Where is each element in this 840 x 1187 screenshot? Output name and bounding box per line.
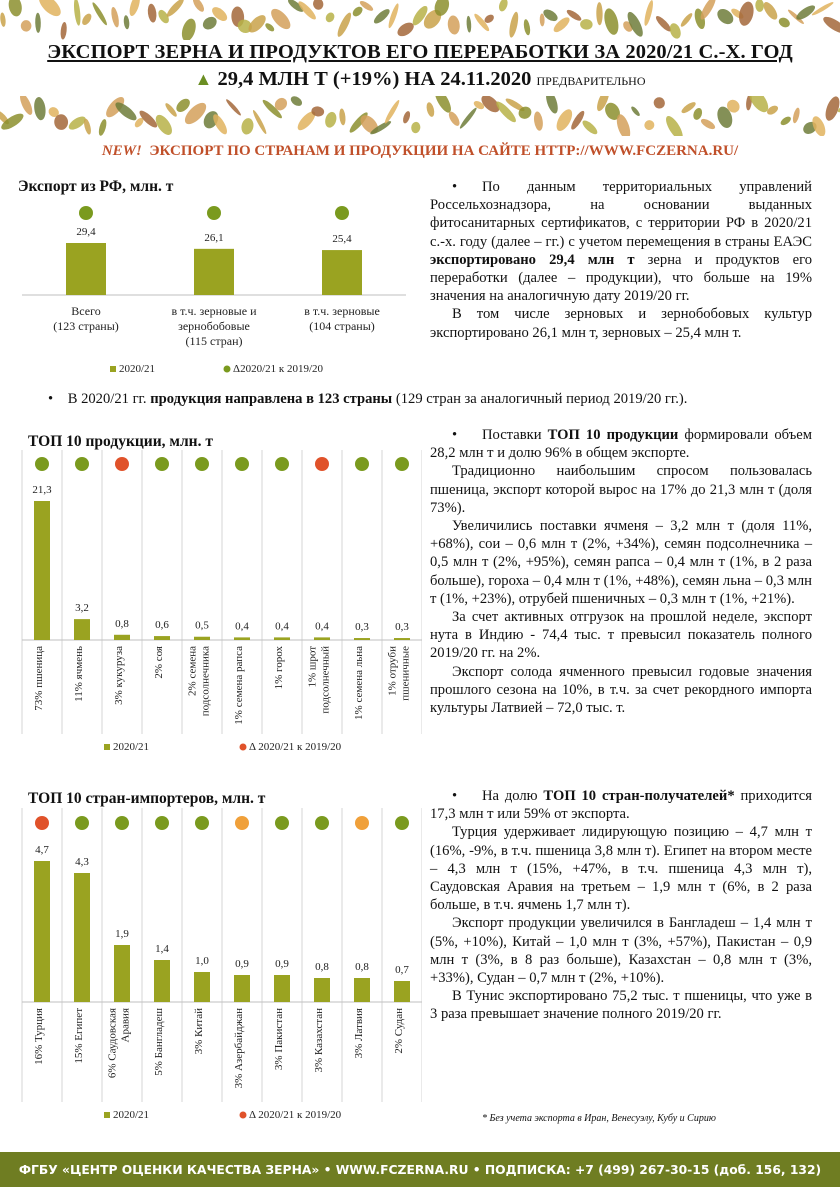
leaf-decoration xyxy=(372,7,392,26)
page-title: ЭКСПОРТ ЗЕРНА И ПРОДУКТОВ ЕГО ПЕРЕРАБОТКИ ЗА 2020/21 С.-Х. ГОД xyxy=(47,41,793,63)
change-dot xyxy=(395,816,409,830)
change-dot xyxy=(195,457,209,471)
bar xyxy=(354,978,370,1002)
leaf-decoration xyxy=(642,118,656,132)
paragraph xyxy=(430,178,812,305)
change-dot xyxy=(75,457,89,471)
bullet: • xyxy=(452,427,458,443)
category-label: 2% Судан xyxy=(393,1008,405,1054)
leaf-decoration xyxy=(761,0,780,22)
leaf-decoration xyxy=(18,96,35,116)
category-label: 73% пшеница xyxy=(33,646,45,711)
text: Традиционно наибольшим спросом пользовалась пшеница, экспорт которой вырос на 17% до 21,3 млн т (доля 73%). xyxy=(430,463,812,516)
bar xyxy=(154,960,170,1002)
change-dot xyxy=(335,206,349,220)
leaf-decoration xyxy=(387,3,401,29)
leaf-decoration xyxy=(127,0,141,17)
legend-dot-swatch xyxy=(240,1112,247,1119)
change-dot xyxy=(315,816,329,830)
leaf-decoration xyxy=(351,5,364,18)
legend-bar-label: 2020/21 xyxy=(113,741,150,753)
bar xyxy=(234,975,250,1002)
leaf-decoration xyxy=(792,107,801,124)
leaf-decoration xyxy=(823,96,840,123)
legend-dot-label: Δ 2020/21 к 2019/20 xyxy=(249,1109,342,1121)
subtitle-value: 29,4 МЛН Т (+19%) НА 24.11.2020 xyxy=(217,68,532,90)
bar xyxy=(194,972,210,1002)
data-label: 0,4 xyxy=(235,620,249,633)
countries-line-suffix: (129 стран за аналогичный период 2019/20 гг.). xyxy=(392,391,688,407)
leaf-decoration xyxy=(663,114,686,136)
paragraph xyxy=(430,914,812,987)
leaf-decoration xyxy=(123,15,130,30)
bar xyxy=(234,637,250,640)
category-label: подсолнечника xyxy=(199,646,212,717)
leaf-decoration xyxy=(779,115,792,127)
leaf-decoration xyxy=(323,111,338,129)
leaf-decoration xyxy=(147,3,158,23)
footnote: * Без учета экспорта в Иран, Венесуэлу, Кубу и Сирию xyxy=(482,1113,716,1124)
legend-dot-label: Δ2020/21 к 2019/20 xyxy=(233,363,324,375)
data-label: 1,4 xyxy=(155,943,169,955)
leaf-decoration xyxy=(580,118,599,136)
bar xyxy=(194,637,210,640)
category-label: 2% семена xyxy=(186,646,199,696)
category-label: 1% горох xyxy=(273,646,285,690)
leaf-decoration xyxy=(60,22,68,40)
bar xyxy=(394,638,410,640)
site-notice[interactable] xyxy=(0,143,840,160)
bar xyxy=(322,250,362,295)
leaf-decoration xyxy=(91,1,109,26)
bold-text: экспортировано 29,4 млн т xyxy=(430,251,635,268)
countries-chart xyxy=(18,806,422,1126)
legend-bar-swatch xyxy=(104,1112,110,1118)
legend-bar-label: 2020/21 xyxy=(113,1109,150,1121)
products-description xyxy=(430,426,812,717)
category-label: (123 страны) xyxy=(53,319,119,333)
leaf-decoration xyxy=(383,99,401,125)
category-label: 3% Латвия xyxy=(353,1008,365,1059)
paragraph xyxy=(430,608,812,663)
bold-text: ТОП 10 стран-получателей* xyxy=(543,788,735,804)
countries-description xyxy=(430,787,812,1024)
text: Увеличились поставки ячменя – 3,2 млн т (доля 11%, +68%), сои – 0,6 млн т (2%, +34%), семян подсолнечника – 0,5 млн т (2%, +95%), семян рапса – 0,4 млн т (1%, в 2 раза больше), гороха – 0,4 млн т (1%, +48%), семян льна – 0,3 млн т (1%, +23%), отрубей пшеничных – 0,3 млн т (1%, +21%). xyxy=(430,518,812,607)
countries-count-line xyxy=(48,391,687,408)
legend-dot-swatch xyxy=(224,366,231,373)
footer-text[interactable]: ФГБУ «ЦЕНТР ОЦЕНКИ КАЧЕСТВА ЗЕРНА» • WWW.FCZERNA.RU • ПОДПИСКА: +7 (499) 267-30-15 (доб. 156, 132) xyxy=(18,1162,822,1177)
leaf-decoration xyxy=(335,11,353,38)
export-chart-title: Экспорт из РФ, млн. т xyxy=(18,178,174,195)
leaf-decoration xyxy=(737,0,756,27)
bar xyxy=(34,861,50,1002)
leaf-decoration xyxy=(73,0,82,26)
legend-bar-swatch xyxy=(104,744,110,750)
data-label: 0,8 xyxy=(315,961,329,973)
data-label: 1,9 xyxy=(115,928,129,940)
countries-line-bold: продукция направлена в 123 страны xyxy=(150,391,393,407)
bar xyxy=(314,637,330,640)
footer-bar[interactable] xyxy=(0,1152,840,1187)
paragraph xyxy=(430,426,812,462)
legend-dot-label: Δ 2020/21 к 2019/20 xyxy=(249,741,342,753)
data-label: 21,3 xyxy=(32,484,52,496)
legend-bar-swatch xyxy=(110,366,116,372)
data-label: 0,3 xyxy=(355,621,369,634)
bullet: • xyxy=(452,788,458,804)
bar xyxy=(314,978,330,1002)
leaf-decoration xyxy=(0,12,6,27)
leaf-decoration xyxy=(80,12,93,27)
products-chart xyxy=(18,448,422,760)
leaf-decoration xyxy=(251,109,268,135)
text: На долю xyxy=(482,788,544,804)
change-dot xyxy=(395,457,409,471)
data-label: 0,9 xyxy=(235,958,249,970)
leaf-decoration xyxy=(602,7,621,36)
bar xyxy=(66,243,106,295)
bar xyxy=(34,501,50,640)
leaf-decoration xyxy=(21,20,32,31)
category-label: (104 страны) xyxy=(309,319,375,333)
change-dot xyxy=(355,457,369,471)
category-label: (115 стран) xyxy=(185,334,243,348)
category-label: 5% Бангладеш xyxy=(153,1008,165,1076)
change-dot xyxy=(315,457,329,471)
category-label: зернобобовые xyxy=(178,319,250,333)
leaf-decoration xyxy=(458,106,478,129)
leaf-decoration xyxy=(580,19,593,30)
text: В Тунис экспортировано 75,2 тыс. т пшеницы, что уже в 3 раза превышает значение полного 2019/20 гг. xyxy=(430,988,812,1023)
paragraph xyxy=(430,787,812,823)
leaf-decoration xyxy=(596,2,603,25)
data-label: 0,8 xyxy=(115,617,129,630)
change-dot xyxy=(235,816,249,830)
leaf-decoration xyxy=(544,96,560,115)
data-label: 0,6 xyxy=(155,619,169,632)
bar xyxy=(394,981,410,1002)
data-label: 0,4 xyxy=(315,620,329,633)
leaf-decoration xyxy=(425,102,435,118)
paragraph xyxy=(430,663,812,718)
category-label: 2% соя xyxy=(153,646,165,679)
leaf-decoration xyxy=(312,0,324,11)
leaf-decoration xyxy=(402,110,412,124)
leaf-decoration xyxy=(165,0,186,19)
data-label: 0,9 xyxy=(275,958,289,970)
text: формировали объем 28,2 млн т и долю 96% в общем экспорте. xyxy=(430,427,812,462)
paragraph xyxy=(430,823,812,914)
category-label: 1% шрот xyxy=(306,646,319,688)
category-label: 15% Египет xyxy=(73,1008,85,1064)
triangle-up-icon: ▲ xyxy=(194,69,213,89)
bar xyxy=(274,637,290,640)
change-dot xyxy=(207,206,221,220)
site-notice-text[interactable]: ЭКСПОРТ ПО СТРАНАМ И ПРОДУКЦИИ НА САЙТЕ HTTP://WWW.FCZERNA.RU/ xyxy=(149,143,739,159)
leaf-decoration xyxy=(630,105,641,117)
decorative-banner-top xyxy=(0,0,840,40)
text: Поставки xyxy=(482,427,548,443)
text: Турция удерживает лидирующую позицию – 4,7 млн т (16%, -9%, в т.ч. пшеница 3,8 млн т). Египет на втором месте – 4,3 млн т (15%, +47%, в т.ч. пшеница 4,3 млн т), Саудовская Аравия на третьем – 1,9 млн т (6%, в 2 раза больше, в т.ч. ячмень 1,7 млн т). xyxy=(430,824,812,914)
data-label: 0,5 xyxy=(195,619,209,632)
data-label: 26,1 xyxy=(204,231,224,244)
paragraph xyxy=(430,305,812,341)
leaf-decoration xyxy=(497,0,509,13)
change-dot xyxy=(79,206,93,220)
page-subtitle xyxy=(0,68,840,91)
leaf-decoration xyxy=(240,117,255,136)
category-label: пшеничные xyxy=(399,646,412,701)
leaf-decoration xyxy=(777,16,792,30)
change-dot xyxy=(35,457,49,471)
countries-chart-title: ТОП 10 стран-импортеров, млн. т xyxy=(28,790,266,807)
new-label: NEW! xyxy=(101,143,142,159)
leaf-decoration xyxy=(508,11,520,38)
leaf-decoration xyxy=(225,98,243,117)
change-dot xyxy=(355,816,369,830)
leaf-decoration xyxy=(97,118,108,136)
category-label: 3% кукуруза xyxy=(113,646,125,705)
leaf-decoration xyxy=(289,96,304,108)
category-label: 1% семена льна xyxy=(353,646,365,720)
bar xyxy=(74,873,90,1002)
leaf-decoration xyxy=(821,14,840,36)
leaf-decoration xyxy=(523,19,531,36)
change-dot xyxy=(115,457,129,471)
countries-line-prefix: В 2020/21 гг. xyxy=(67,391,151,407)
category-label: 1% отруби xyxy=(386,646,399,696)
bar xyxy=(274,975,290,1002)
category-label: в т.ч. зерновые и xyxy=(171,304,257,318)
text: Экспорт солода ячменного превысил годовые значения прошлого сезона на 10%, в т.ч. за счет рекордного импорта культуры Латвией – 72,0 тыс. т. xyxy=(430,663,812,717)
change-dot xyxy=(115,816,129,830)
bullet: • xyxy=(452,179,458,195)
leaf-decoration xyxy=(679,12,694,29)
leaf-decoration xyxy=(447,15,461,35)
bar xyxy=(114,945,130,1002)
export-chart xyxy=(14,195,414,380)
leaf-decoration xyxy=(33,96,47,121)
subtitle-note: ПРЕДВАРИТЕЛЬНО xyxy=(536,74,646,88)
category-label: Аравия xyxy=(119,1008,132,1043)
paragraph xyxy=(430,517,812,608)
leaf-decoration xyxy=(699,117,716,131)
change-dot xyxy=(275,457,289,471)
bar xyxy=(194,249,234,295)
category-label: 1% семена рапса xyxy=(233,646,245,725)
change-dot xyxy=(35,816,49,830)
data-label: 0,4 xyxy=(275,620,289,633)
leaf-decoration xyxy=(755,0,764,12)
text: По данным территориальных управлений Россельхознадзора, на основании выданных фитосанитарных сертификатов, с территории РФ в 2020/21 с.-х. году (далее – гг.) с учетом перемещения в страны ЕАЭС xyxy=(430,179,812,250)
category-label: 6% Саудовская xyxy=(106,1008,119,1079)
data-label: 0,7 xyxy=(395,964,409,976)
export-description xyxy=(430,178,812,342)
change-dot xyxy=(155,457,169,471)
leaf-decoration xyxy=(324,11,336,24)
leaf-decoration xyxy=(191,0,206,13)
bar xyxy=(154,636,170,640)
legend-dot-swatch xyxy=(240,744,247,751)
data-label: 4,3 xyxy=(75,856,89,868)
paragraph xyxy=(430,462,812,517)
category-label: 3% Пакистан xyxy=(273,1008,285,1071)
data-label: 3,2 xyxy=(75,602,89,615)
leaf-decoration xyxy=(264,22,276,33)
data-label: 25,4 xyxy=(332,233,352,246)
leaf-decoration xyxy=(692,107,704,121)
data-label: 1,0 xyxy=(195,955,209,967)
text: Экспорт продукции увеличился в Бангладеш – 1,4 млн т (5%, +10%), Китай – 1,0 млн т (3%, +57%), Пакистан – 0,9 млн т (3%, в 8 раз больше), Казахстан – 0,8 млн т (3%, +33%), Судан – 0,7 млн т (2%, +10%). xyxy=(430,915,812,987)
category-label: 11% ячмень xyxy=(73,646,85,702)
change-dot xyxy=(155,816,169,830)
category-label: 3% Китай xyxy=(193,1008,205,1055)
leaf-decoration xyxy=(466,16,472,33)
data-label: 0,3 xyxy=(395,621,409,634)
change-dot xyxy=(75,816,89,830)
bar xyxy=(114,635,130,640)
bar xyxy=(354,638,370,640)
text: зерна и продуктов его переработки (далее – продукции), что больше на 19% значения на аналогичную дату 2019/20 гг. xyxy=(430,251,812,305)
leaf-decoration xyxy=(35,13,41,33)
data-label: 0,8 xyxy=(355,961,369,973)
data-label: 4,7 xyxy=(35,844,49,856)
legend-bar-label: 2020/21 xyxy=(119,363,156,375)
bar xyxy=(74,619,90,640)
change-dot xyxy=(195,816,209,830)
text: приходится 17,3 млн т или 59% от экспорта. xyxy=(430,788,812,823)
leaf-decoration xyxy=(651,96,667,111)
leaf-decoration xyxy=(668,22,683,40)
paragraph xyxy=(430,987,812,1023)
products-chart-title: ТОП 10 продукции, млн. т xyxy=(28,433,213,450)
change-dot xyxy=(235,457,249,471)
leaf-decoration xyxy=(411,121,421,133)
category-label: 16% Турция xyxy=(33,1008,45,1065)
leaf-decoration xyxy=(179,17,198,40)
bold-text: ТОП 10 продукции xyxy=(547,427,679,443)
bullet: • xyxy=(48,391,54,407)
leaf-decoration xyxy=(540,13,545,26)
leaf-decoration xyxy=(533,111,544,131)
category-label: 3% Казахстан xyxy=(313,1008,325,1073)
data-label: 29,4 xyxy=(76,226,96,238)
leaf-decoration xyxy=(110,6,120,28)
leaf-decoration xyxy=(164,102,179,118)
text: За счет активных отгрузок на прошлой неделе, экспорт нута в Индию - 74,4 тыс. т превысил показатель полного 2019/20 гг. на 2%. xyxy=(430,609,812,662)
category-label: 3% Азербайджан xyxy=(233,1008,245,1089)
category-label: в т.ч. зерновые xyxy=(304,304,380,318)
change-dot xyxy=(275,816,289,830)
text: В том числе зерновых и зернобобовых культур экспортировано 26,1 млн т, зерновых – 25,4 млн т. xyxy=(430,306,812,341)
decorative-banner-middle xyxy=(0,96,840,136)
category-label: подсолнечный xyxy=(319,646,332,714)
leaf-decoration xyxy=(643,0,655,27)
leaf-decoration xyxy=(339,108,347,125)
leaf-decoration xyxy=(7,0,23,18)
category-label: Всего xyxy=(71,304,101,318)
